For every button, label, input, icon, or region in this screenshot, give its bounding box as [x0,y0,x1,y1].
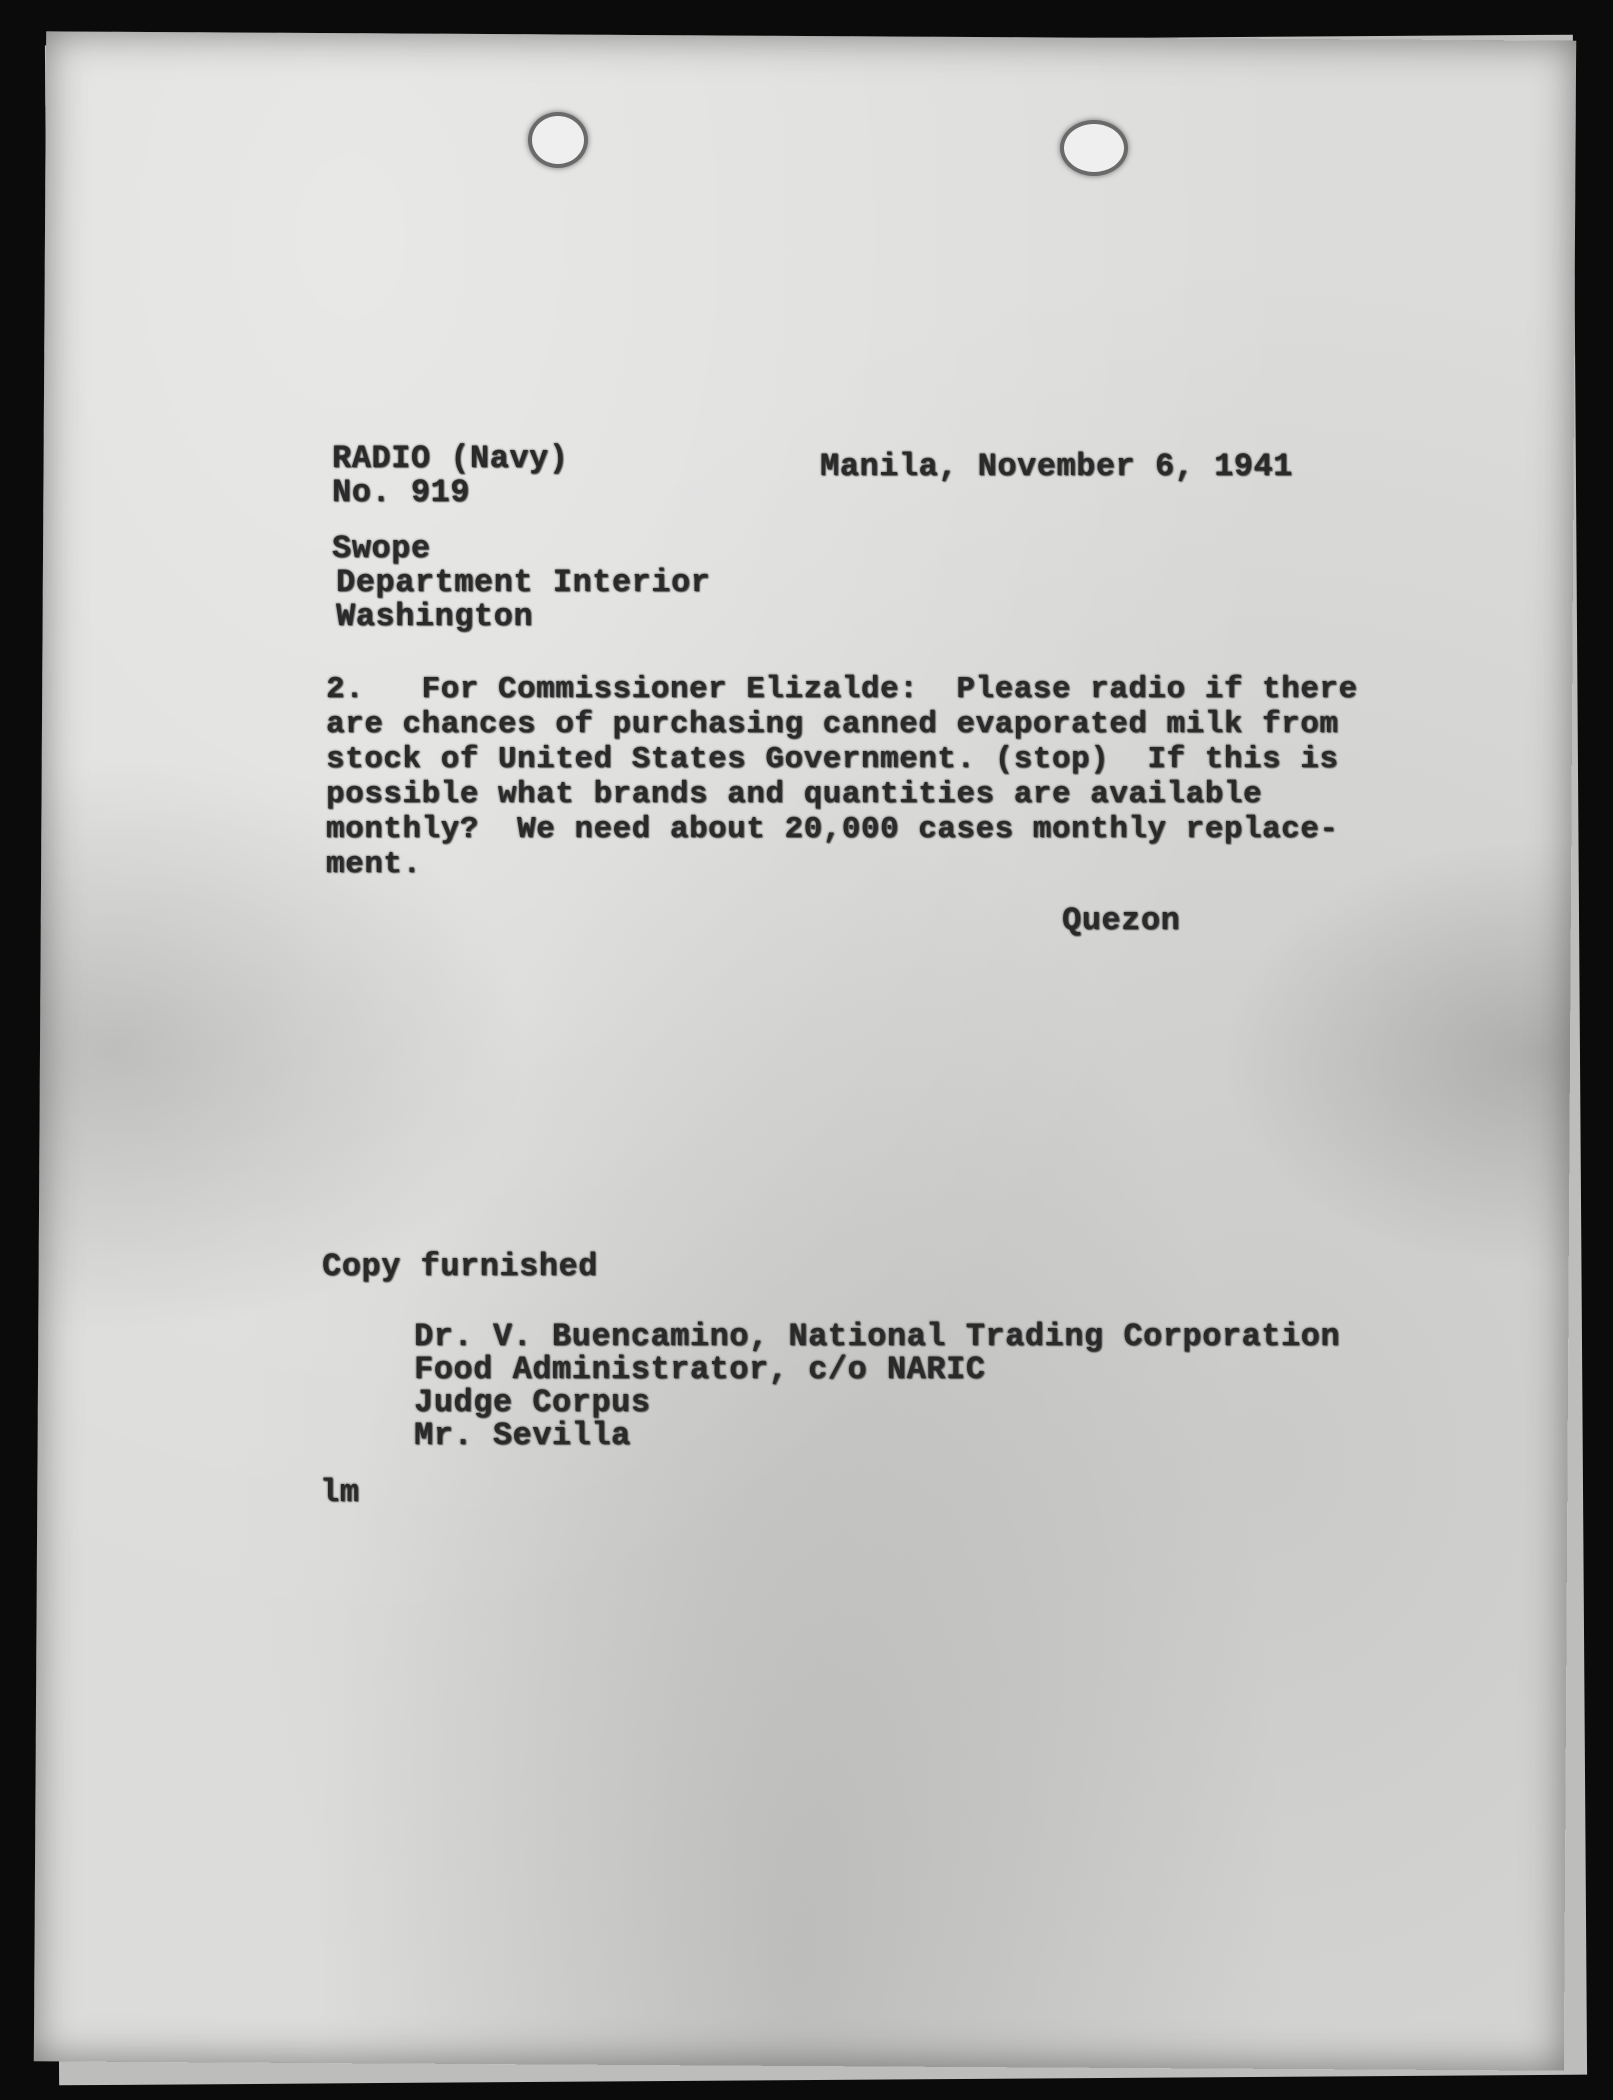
message-number: No. 919 [332,474,470,511]
copy-furnished-label: Copy furnished [322,1248,598,1285]
punch-hole-left [528,112,588,168]
body-line: possible what brands and quantities are available [326,777,1263,812]
body-line: 2. For Commissioner Elizalde: Please radio if there [326,672,1358,707]
addressee-block [332,532,710,634]
signature: Quezon [1062,902,1181,939]
body-line: ment. [326,847,422,882]
punch-hole-right [1060,120,1128,176]
recipient-item: Dr. V. Buencamino, National Trading Corporation [414,1318,1341,1355]
document-sheet [34,31,1576,2070]
transmission-type: RADIO (Navy) [332,440,569,477]
addressee-department: Department Interior [336,564,711,601]
body-line: stock of United States Government. (stop) If this is [326,742,1339,777]
copy-recipients [414,1320,1340,1452]
addressee-name: Swope [332,530,431,567]
recipient-item: Food Administrator, c/o NARIC [414,1351,986,1388]
place-date: Manila, November 6, 1941 [820,448,1293,485]
recipient-item: Mr. Sevilla [414,1417,631,1454]
addressee-city: Washington [336,598,534,635]
body-line: monthly? We need about 20,000 cases monthly replace- [326,812,1339,847]
transmission-header [332,442,568,510]
message-body [326,672,1358,882]
recipient-item: Judge Corpus [414,1384,651,1421]
typist-initials: lm [320,1474,360,1511]
body-line: are chances of purchasing canned evaporated milk from [326,707,1339,742]
